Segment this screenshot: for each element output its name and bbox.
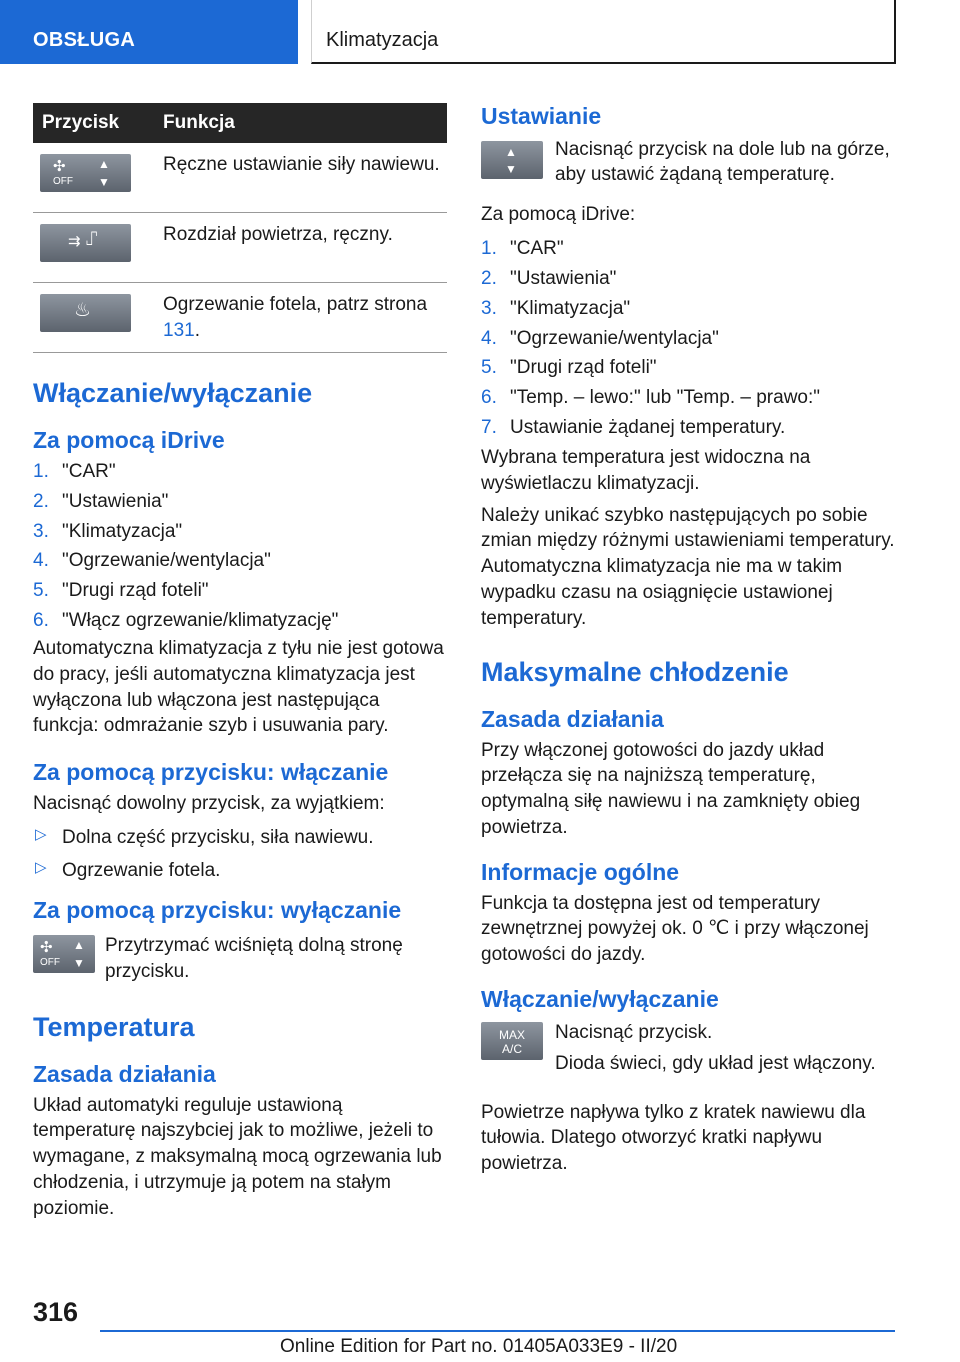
idrive-intro: Za pomocą iDrive:: [481, 204, 636, 226]
heading-setting: Ustawianie: [481, 103, 602, 129]
heading-max-cooling: Maksymalne chłodzenie: [481, 656, 789, 687]
display-text: Wybrana temperatura jest widoczna na wyświetlaczu klimatyzacji.: [481, 446, 811, 494]
list-item: ▷ Dolna część przycisku, siła nawiewu.: [35, 825, 374, 848]
principle-text: Układ automatyki reguluje ustawioną temperaturę najszybciej jak to możliwe, jeżeli to wymagane, z maksymalną mocą ogrzewania lub chłodzenia, i utrzymuje ją potem na stałym poziomie.: [33, 1094, 442, 1219]
seat-heating-text: Ogrzewanie fotela, patrz strona: [163, 294, 428, 315]
avoid-text: Należy unikać szybko następujących po sobie zmian między różnymi ustawieniami temperatury. Automatyczna klimatyzacja nie ma w takim wypadku czasu na osiągnięcie ustawionej temperatury.: [481, 504, 895, 629]
list-item: 3. "Klimatyzacja": [33, 520, 183, 542]
fan-off-icon: ✣ OFF ▲ ▼: [40, 154, 131, 192]
temperature-up-down-icon: ▲ ▼: [481, 141, 543, 179]
button-on-intro: Nacisnąć dowolny przycisk, za wyjątkiem:: [33, 792, 385, 814]
heading-idrive: Za pomocą iDrive: [33, 427, 225, 454]
left-column: [33, 103, 447, 1222]
table-cell-function: [163, 283, 447, 353]
button-off-row: [33, 933, 447, 985]
page-number: 316: [33, 1297, 79, 1327]
list-item: ▷ Ogrzewanie fotela.: [35, 858, 221, 881]
heading-on-off: Włączanie/wyłączanie: [33, 378, 313, 408]
list-item: 4. "Ogrzewanie/wentylacja": [33, 550, 271, 572]
button-off-text: Przytrzymać wciśniętą dolną stronę przycisku.: [105, 934, 403, 982]
list-item: 5. "Drugi rząd foteli": [33, 580, 209, 602]
air-distribution-icon: ⇉ ⑀: [40, 224, 131, 262]
setting-text: Nacisnąć przycisk na dole lub na górze, aby ustawić żądaną temperaturę.: [555, 138, 890, 186]
heading-temperature: Temperatura: [33, 1011, 195, 1042]
table-header-function: Funkcja: [163, 103, 447, 143]
heading-principle: Zasada działania: [33, 1060, 216, 1087]
page-link-131[interactable]: 131: [163, 319, 195, 341]
table-row: [33, 213, 447, 283]
on-off-press: Nacisnąć przycisk.: [555, 1021, 713, 1043]
button-function-table: [33, 103, 447, 353]
on-off-led: Dioda świeci, gdy układ jest włączony.: [555, 1053, 876, 1075]
heading-general: Informacje ogólne: [481, 858, 680, 885]
list-item: 2. "Ustawienia": [481, 267, 617, 289]
list-item: 1. "CAR": [33, 460, 116, 482]
heading-button-on: Za pomocą przycisku: włączanie: [33, 759, 389, 786]
list-item: 5. "Drugi rząd foteli": [481, 357, 657, 379]
max-ac-label-ac: A/C: [501, 1041, 522, 1056]
heading-button-off: Za pomocą przycisku: wyłączanie: [33, 897, 402, 924]
general-text: Funkcja ta dostępna jest od temperatury zewnętrznej powyżej ok. 0 ℃ i przy włączonej gotowości do jazdy.: [481, 892, 869, 966]
button-on-bullets: [33, 825, 447, 884]
header-chapter-label: Klimatyzacja: [326, 29, 439, 51]
max-principle-text: Przy włączonej gotowości do jazdy układ przełącza się na najniższą temperaturę, optymalną siłę nawiewu i na zamknięty obieg powietrza.: [481, 739, 861, 839]
seat-heating-suffix: .: [194, 319, 200, 341]
table-row: [33, 143, 447, 213]
list-item: 6. "Włącz ogrzewanie/klimatyzację": [33, 610, 339, 632]
list-item: 4. "Ogrzewanie/wentylacja": [481, 327, 719, 349]
table-row: [33, 283, 447, 353]
air-text: Powietrze napływa tylko z kratek nawiewu dla tułowia. Dlatego otworzyć kratki napływu powietrza.: [481, 1101, 866, 1175]
list-item: 6. "Temp. – lewo:" lub "Temp. – prawo:": [481, 387, 821, 409]
seat-heating-icon: ♨: [40, 294, 131, 332]
setting-row: [481, 137, 901, 189]
list-item: 2. "Ustawienia": [33, 490, 169, 512]
header-chapter-box: [311, 0, 896, 64]
footer-edition: Online Edition for Part no. 01405A033E9 - II/20: [280, 1336, 678, 1357]
list-item: 1. "CAR": [481, 238, 564, 260]
heading-on-off-right: Włączanie/wyłączanie: [481, 986, 719, 1013]
header-section-label: OBSŁUGA: [33, 29, 136, 51]
table-cell-function: Ręczne ustawianie siły nawiewu.: [163, 143, 447, 213]
idrive-steps-list: [33, 459, 447, 634]
list-item: 3. "Klimatyzacja": [481, 297, 631, 319]
right-column: [481, 103, 901, 1177]
header-section-tab: [0, 0, 298, 64]
table-header-button: Przycisk: [33, 103, 163, 143]
max-ac-icon: [481, 1022, 543, 1060]
idrive-steps-list: [481, 236, 901, 441]
footer-rule: [100, 1330, 895, 1332]
list-item: 7. Ustawianie żądanej temperatury.: [481, 417, 786, 439]
max-ac-label-max: MAX: [498, 1027, 525, 1042]
table-cell-function: Rozdział powietrza, ręczny.: [163, 213, 447, 283]
idrive-note: Automatyczna klimatyzacja z tyłu nie jest gotowa do pracy, jeśli automatyczna klimatyzacja jest wyłączona lub włączona jest następująca funkcja: odmrażanie szyb i usuwania pary.: [33, 637, 444, 737]
max-ac-row: [481, 1020, 901, 1086]
heading-principle-right: Zasada działania: [481, 706, 664, 733]
fan-off-icon: ✣ OFF ▲ ▼: [33, 935, 95, 973]
